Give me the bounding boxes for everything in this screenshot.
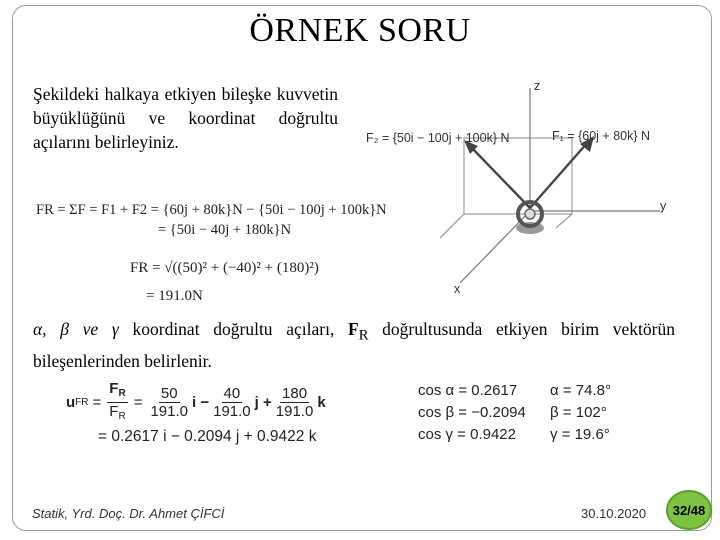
angle-alpha: α = 74.8° — [550, 382, 611, 399]
direction-cosines-table — [418, 382, 640, 448]
fraction-i-den: 191.0 — [150, 402, 188, 420]
slide-title: ÖRNEK SORU — [249, 12, 471, 49]
term-j: j + — [254, 393, 272, 411]
u-subscript: FR — [75, 396, 89, 408]
fraction-k-den: 191.0 — [275, 402, 314, 420]
greek-angles: α, β ve γ — [33, 319, 119, 339]
force-F1-arrow — [530, 142, 588, 208]
angle-gamma: γ = 19.6° — [550, 426, 610, 443]
magnitude-equation-line2: = 191.0N — [146, 288, 203, 304]
x-axis-label: x — [454, 282, 461, 296]
fraction-fr — [107, 380, 127, 425]
equals-sign-2: = — [133, 393, 143, 411]
projection-box — [464, 138, 572, 214]
force-F2-label: F₂ = {50i − 100j + 100k} N — [366, 131, 510, 145]
fr-subscript: R — [358, 327, 369, 344]
cos-beta: cos β = −0.2094 — [418, 404, 526, 421]
paragraph-text-b: doğrultusunda etkiyen birim vektörün bileşenlerinden belirlenir. — [33, 319, 675, 371]
fr-numerator-sub: R — [118, 387, 126, 399]
force-F2-arrow — [470, 146, 530, 208]
footer-author: Statik, Yrd. Doç. Dr. Ahmet ÇİFCİ — [32, 506, 225, 521]
angle-beta: β = 102° — [550, 404, 607, 421]
y-axis-label: y — [660, 199, 667, 213]
fr-denominator: F — [109, 402, 119, 420]
ring-eye — [525, 209, 535, 219]
direction-angle-paragraph — [33, 317, 675, 374]
u-symbol: u — [66, 393, 76, 411]
unit-vector-equation — [66, 379, 326, 446]
unit-vector-row1 — [66, 379, 326, 422]
fr-denominator-sub: R — [118, 410, 126, 422]
resultant-equation-line2: = {50i − 40j + 180k}N — [158, 222, 292, 238]
fraction-j — [211, 385, 253, 420]
cos-gamma: cos γ = 0.9422 — [418, 426, 516, 443]
cos-row — [418, 426, 640, 448]
fraction-i — [148, 385, 190, 420]
fr-numerator: F — [109, 379, 119, 397]
projection-line — [556, 214, 572, 228]
projection-line — [440, 214, 464, 238]
fraction-i-num: 50 — [160, 384, 178, 402]
cos-row — [418, 404, 640, 426]
force-F1-label: F₁ = {60j + 80k} N — [552, 129, 651, 143]
fraction-k — [274, 385, 316, 420]
resultant-equation-line1: FR = ΣF = F1 + F2 = {60j + 80k}N − {50i − 100j + 100k}N — [36, 202, 387, 218]
cos-row — [418, 382, 640, 404]
fr-symbol: F — [348, 319, 359, 339]
problem-statement: Şekildeki halkaya etkiyen bileşke kuvvetin büyüklüğünü ve koordinat doğrultu açılarını belirleyiniz. — [33, 84, 338, 152]
page-number-badge: 32/48 — [666, 490, 712, 530]
fraction-k-num: 180 — [282, 384, 308, 402]
paragraph-text-a: koordinat doğrultu açıları, — [118, 319, 349, 339]
ring-force-diagram — [360, 78, 680, 300]
cos-alpha: cos α = 0.2617 — [418, 382, 518, 399]
unit-vector-row2: = 0.2617 i − 0.2094 j + 0.9422 k — [98, 428, 317, 445]
fraction-j-num: 40 — [223, 384, 241, 402]
term-i: i − — [192, 393, 210, 411]
magnitude-equation-line1: FR = √((50)² + (−40)² + (180)²) — [130, 260, 319, 276]
fraction-j-den: 191.0 — [213, 402, 251, 420]
term-k: k — [317, 393, 326, 411]
z-axis-label: z — [534, 79, 541, 93]
equals-sign: = — [92, 393, 102, 411]
footer-date: 30.10.2020 — [581, 506, 647, 521]
